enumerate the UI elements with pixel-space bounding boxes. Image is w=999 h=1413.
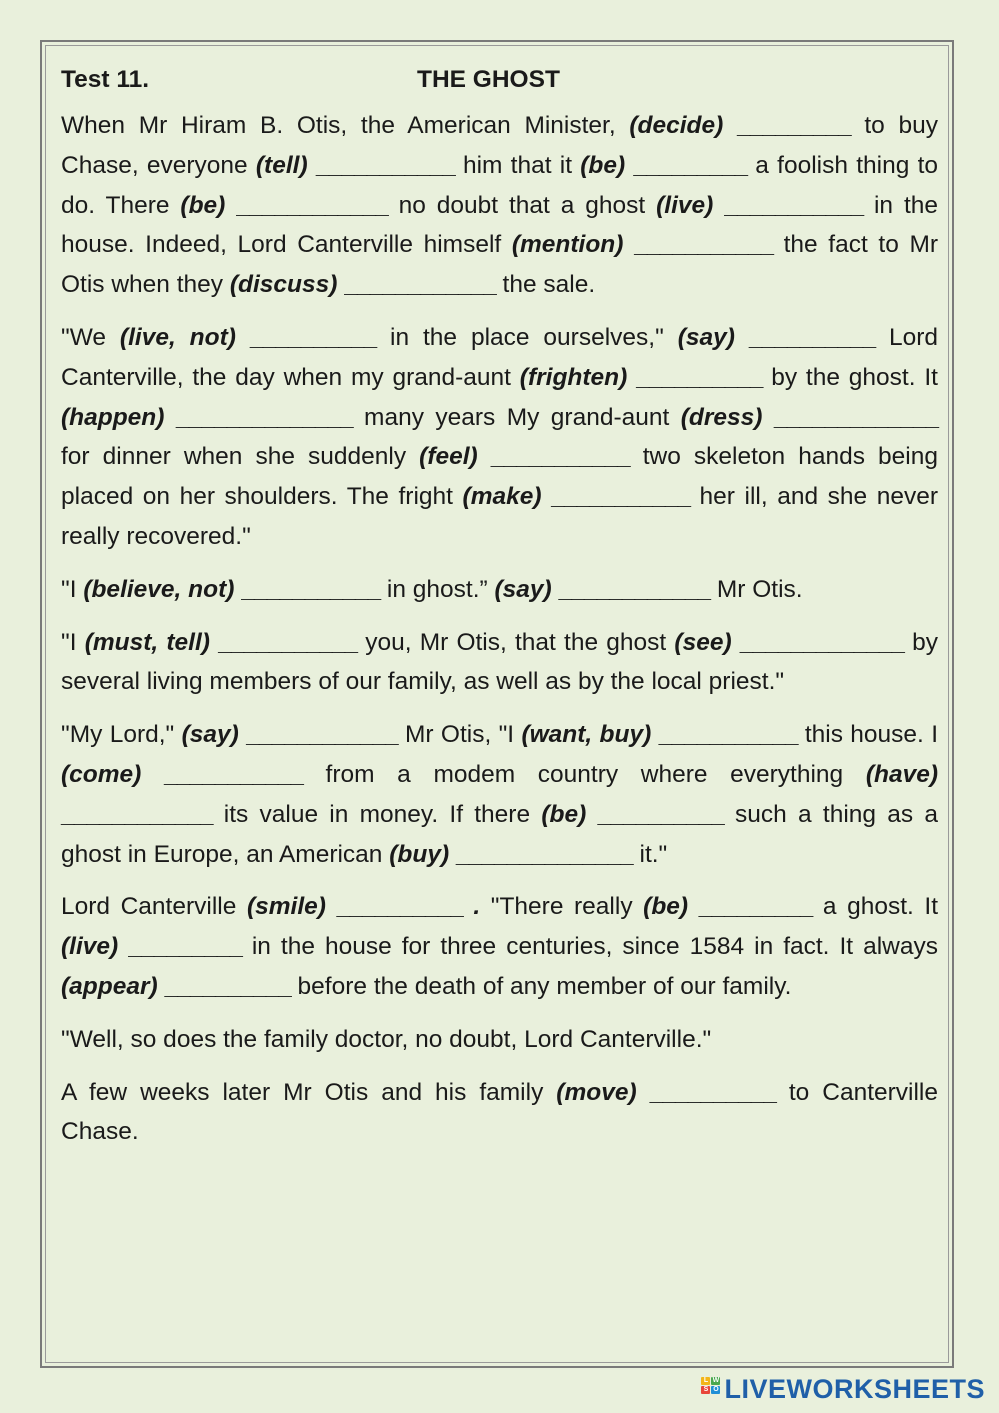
answer-blank[interactable]: _____________	[773, 403, 938, 431]
story-text	[61, 106, 938, 1152]
logo-cube: W	[712, 1376, 720, 1384]
test-number: Test 11.	[61, 66, 150, 93]
text-segment	[637, 1079, 650, 1106]
answer-blank[interactable]: _________	[737, 112, 851, 139]
text-segment: "I	[61, 575, 84, 603]
answer-blank[interactable]: ______________	[455, 840, 633, 868]
text-segment	[463, 893, 474, 920]
text-segment	[713, 192, 724, 219]
answer-blank[interactable]: _________	[128, 933, 242, 961]
text-segment: "My Lord,"	[61, 721, 182, 749]
answer-blank[interactable]: ____________	[558, 575, 711, 603]
text-segment: no doubt that a ghost	[387, 191, 657, 219]
logo-cube: S	[701, 1386, 710, 1394]
text-segment: for dinner when she suddenly	[61, 443, 420, 471]
text-segment	[164, 404, 175, 431]
answer-blank[interactable]: __________	[636, 363, 763, 391]
verb-cue: (buy)	[389, 840, 450, 868]
verb-cue: (say)	[494, 575, 552, 603]
logo-cubes-icon	[701, 1377, 721, 1403]
verb-cue: (tell)	[255, 151, 308, 179]
answer-blank[interactable]: __________	[597, 800, 724, 828]
text-segment: Lord Canterville, the day when my grand-aunt	[61, 323, 939, 391]
answer-blank[interactable]: __________	[748, 323, 876, 351]
logo-cube: O	[713, 1385, 719, 1393]
answer-blank[interactable]: _________	[698, 893, 813, 921]
answer-blank[interactable]: ___________	[241, 575, 381, 603]
text-segment: in ghost.”	[380, 575, 495, 603]
text-segment	[308, 152, 316, 179]
verb-cue: (live)	[656, 191, 714, 219]
answer-blank[interactable]: ___________	[315, 151, 455, 179]
worksheet-header	[61, 60, 938, 100]
verb-cue: (discuss)	[229, 271, 338, 299]
text-segment: her ill, and she never really recovered."	[61, 483, 939, 550]
verb-cue: (have)	[865, 760, 939, 788]
text-segment: by the ghost. It	[762, 363, 938, 391]
logo-cube: L	[701, 1377, 710, 1385]
verb-cue: (live)	[61, 933, 119, 961]
answer-blank[interactable]: ____________	[61, 800, 213, 828]
verb-cue: (smile)	[246, 893, 326, 921]
verb-cue: (see)	[674, 628, 732, 656]
verb-cue: .	[473, 893, 481, 921]
text-segment: by several living members of our family, as well as by the local priest."	[61, 628, 938, 696]
text-segment: to buy Chase, everyone	[61, 112, 938, 179]
verb-cue: (mention)	[511, 231, 624, 259]
answer-blank[interactable]: __________	[164, 972, 291, 1000]
text-segment	[688, 893, 699, 920]
text-segment	[210, 629, 218, 656]
answer-blank[interactable]: ______________	[175, 403, 353, 431]
text-segment: Mr Otis.	[710, 575, 803, 603]
story-paragraph	[61, 318, 938, 557]
text-segment: the fact to Mr Otis when they	[61, 231, 939, 299]
story-paragraph	[61, 715, 938, 874]
text-segment: two skeleton hands being placed on her shoulders. The fright	[61, 443, 939, 511]
verb-cue: (appear)	[61, 972, 158, 1000]
answer-blank[interactable]: __________	[336, 893, 463, 921]
text-segment: A few weeks later Mr Otis and his family	[61, 1078, 557, 1106]
answer-blank[interactable]: __________	[249, 323, 377, 351]
story-paragraph	[61, 570, 938, 610]
verb-cue: (frighten)	[519, 363, 628, 391]
text-segment	[651, 721, 658, 748]
text-segment: him that it	[454, 151, 581, 179]
text-segment: in the house. Indeed, Lord Canterville himself	[61, 191, 939, 259]
text-segment	[552, 576, 559, 603]
text-segment	[586, 801, 597, 828]
text-segment: many years My grand-aunt	[352, 403, 681, 431]
story-paragraph	[61, 623, 938, 703]
story-paragraph	[61, 887, 938, 1006]
story-paragraph	[61, 1073, 938, 1153]
page-title: THE GHOST	[417, 66, 560, 93]
verb-cue: (come)	[61, 760, 142, 788]
text-segment: Lord Canterville	[61, 893, 247, 921]
verb-cue: (must, tell)	[84, 628, 210, 656]
text-segment: the sale.	[495, 271, 596, 299]
answer-blank[interactable]: ___________	[551, 483, 690, 511]
text-segment: in the place ourselves,"	[376, 323, 678, 351]
text-segment: a ghost. It	[812, 893, 939, 921]
text-segment	[225, 192, 236, 219]
text-segment: "I	[61, 628, 85, 656]
verb-cue: (feel)	[419, 443, 478, 471]
text-segment	[732, 629, 740, 656]
text-segment	[627, 364, 636, 391]
verb-cue: (be)	[541, 800, 587, 828]
text-segment: to Canterville Chase.	[61, 1078, 938, 1146]
verb-cue: (say)	[181, 721, 239, 749]
text-segment	[449, 841, 456, 868]
verb-cue: (live, not)	[119, 323, 236, 351]
text-segment: before the death of any member of our family.	[290, 972, 792, 1000]
answer-blank[interactable]: ___________	[724, 191, 864, 219]
answer-blank[interactable]: ____________	[236, 191, 388, 219]
verb-cue: (decide)	[629, 112, 724, 139]
text-segment: from a modem country where everything	[302, 760, 866, 788]
text-segment	[735, 324, 749, 351]
text-segment: Mr Otis, "I	[397, 721, 522, 749]
verb-cue: (believe, not)	[83, 575, 235, 603]
text-segment	[141, 761, 164, 788]
text-segment	[478, 443, 491, 470]
text-segment	[762, 404, 773, 431]
answer-blank[interactable]: _____________	[739, 628, 904, 656]
verb-cue: (happen)	[61, 403, 165, 431]
worksheet-content	[61, 60, 938, 1165]
liveworksheets-logo	[701, 1374, 985, 1405]
text-segment	[326, 893, 337, 920]
answer-blank[interactable]: ___________	[218, 628, 358, 656]
verb-cue: (be)	[180, 191, 226, 219]
text-segment: in the house for three centuries, since 1584 in fact. It always	[241, 933, 939, 961]
text-segment: When Mr Hiram B. Otis, the American Minister,	[61, 112, 630, 139]
verb-cue: (move)	[556, 1078, 637, 1106]
text-segment: you, Mr Otis, that the ghost	[357, 628, 675, 656]
text-segment: "Well, so does the family doctor, no doubt, Lord Canterville."	[61, 1025, 712, 1053]
logo-wordmark: LIVEWORKSHEETS	[724, 1374, 985, 1404]
answer-blank[interactable]: ___________	[163, 760, 303, 788]
answer-blank[interactable]: ____________	[246, 721, 398, 749]
text-segment: this house. I	[797, 721, 939, 749]
text-segment	[236, 324, 250, 351]
answer-blank[interactable]: ____________	[344, 271, 496, 299]
verb-cue: (want, buy)	[521, 721, 652, 749]
text-segment	[623, 231, 634, 258]
story-paragraph	[61, 1020, 938, 1060]
text-segment: such a thing as a ghost in Europe, an American	[61, 800, 938, 868]
text-segment: "There really	[480, 893, 644, 921]
verb-cue: (make)	[462, 483, 542, 511]
verb-cue: (dress)	[680, 403, 763, 431]
text-segment: a foolish thing to do. There	[61, 151, 938, 219]
text-segment: "We	[61, 323, 120, 351]
text-segment: it."	[632, 840, 668, 868]
text-segment	[723, 112, 737, 139]
verb-cue: (say)	[677, 323, 735, 351]
text-segment	[118, 933, 128, 960]
answer-blank[interactable]: __________	[649, 1078, 776, 1106]
text-segment: its value in money. If there	[212, 800, 542, 828]
story-paragraph	[61, 106, 938, 305]
answer-blank[interactable]: _________	[633, 151, 748, 179]
verb-cue: (be)	[643, 893, 689, 921]
answer-blank[interactable]: ___________	[634, 231, 773, 259]
answer-blank[interactable]: ___________	[658, 721, 798, 749]
answer-blank[interactable]: ___________	[490, 443, 630, 471]
text-segment	[542, 483, 552, 510]
verb-cue: (be)	[580, 151, 626, 179]
